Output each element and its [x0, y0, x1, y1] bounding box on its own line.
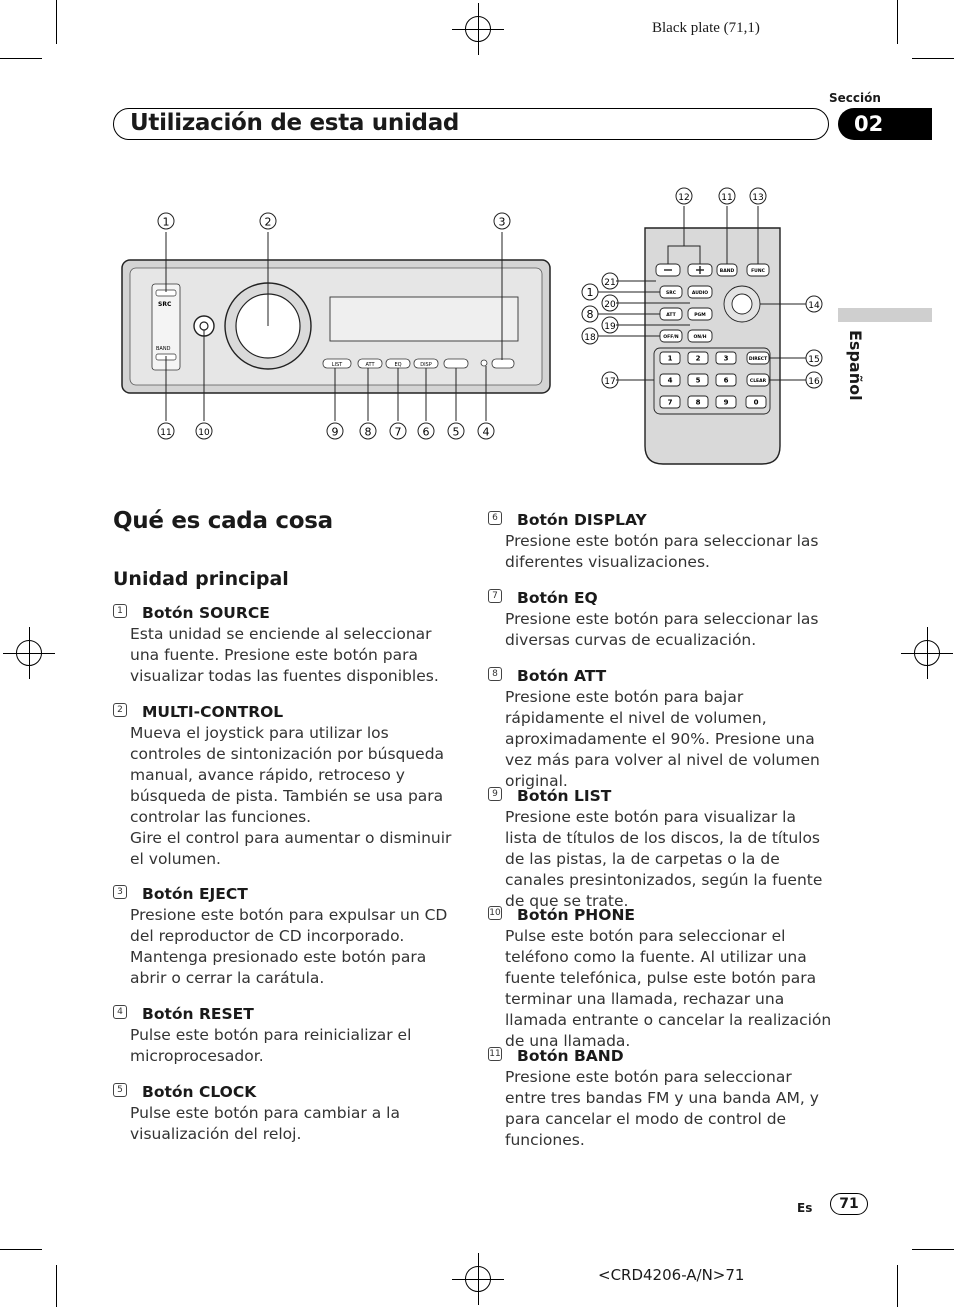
- item-title: Botón EQ: [517, 589, 598, 607]
- item-title: Botón LIST: [517, 787, 612, 805]
- section-subtitle: Unidad principal: [113, 568, 289, 590]
- unit-src-label: SRC: [158, 301, 172, 308]
- remote-key-label: 7: [667, 398, 673, 407]
- callout-number: 12: [678, 193, 690, 203]
- callout-number: 14: [808, 301, 820, 311]
- item-body: Pulse este botón para reinicializar el microprocesador.: [130, 1026, 412, 1065]
- callout-number: 19: [604, 322, 616, 332]
- item-number: 1: [113, 604, 127, 618]
- unit-disp-label: DISP: [420, 362, 432, 368]
- item-body: Presione este botón para expulsar un CD del reproductor de CD incorporado. Mantenga presionado este botón para abrir o cerrar la carátula.: [130, 906, 448, 987]
- crop-mark: [897, 1265, 898, 1307]
- description-item: [113, 884, 458, 989]
- registration-mark: [465, 1266, 491, 1292]
- item-title: Botón EJECT: [142, 885, 248, 903]
- item-number: 9: [488, 787, 502, 801]
- item-number: 10: [489, 908, 501, 918]
- item-body: Presione este botón para seleccionar las diversas curvas de ecualización.: [505, 610, 819, 649]
- callout-number: 3: [498, 215, 506, 229]
- remote-key-label: 3: [723, 354, 729, 363]
- remote-control: [598, 206, 806, 464]
- remote-src-label: SRC: [665, 291, 677, 296]
- item-number: 2: [113, 703, 127, 717]
- item-body: Presione este botón para bajar rápidamente el nivel de volumen, aproximadamente el 90%. Presione una vez más para volver al nivel de volumen original.: [505, 688, 820, 790]
- description-item: [488, 1046, 833, 1151]
- crop-mark: [0, 1249, 42, 1250]
- item-number: 6: [488, 511, 502, 525]
- callout-number: 5: [452, 425, 460, 439]
- callout-number: 11: [721, 193, 733, 203]
- callout-number: 13: [752, 193, 764, 203]
- display-window: [330, 297, 518, 341]
- callout-number: 11: [160, 428, 172, 438]
- description-item: [113, 702, 458, 870]
- item-number: 8: [488, 667, 502, 681]
- crop-mark: [912, 1249, 954, 1250]
- description-item: [488, 588, 833, 651]
- item-title: Botón ATT: [517, 667, 607, 685]
- head-unit: [122, 232, 550, 421]
- crop-mark: [56, 1265, 57, 1307]
- section-title: Utilización de esta unidad: [130, 110, 460, 136]
- description-item: [113, 1004, 458, 1067]
- remote-pgm-label: PGM: [694, 313, 706, 318]
- unit-att-label: ATT: [365, 362, 375, 368]
- remote-band-label: BAND: [719, 269, 735, 274]
- remote-onh-label: ON/H: [693, 335, 707, 340]
- remote-att-label: ATT: [666, 313, 676, 318]
- item-body: Pulse este botón para seleccionar el teléfono como la fuente. Al utilizar una fuente telefónica, pulse este botón para terminar una llamada, rechazar una llamada entrante o cancelar la realización de una llamada.: [505, 927, 832, 1050]
- remote-audio-label: AUDIO: [691, 291, 709, 296]
- document-code: <CRD4206-A/N>71: [598, 1266, 745, 1284]
- callout-number: 8: [586, 308, 594, 321]
- crop-mark: [897, 0, 898, 44]
- remote-key-label: 0: [753, 398, 759, 407]
- item-number: 3: [113, 885, 127, 899]
- callout-number: 1: [162, 215, 170, 229]
- item-number: 5: [113, 1083, 127, 1097]
- language-tab: Español: [846, 330, 865, 401]
- item-number: 11: [489, 1049, 501, 1059]
- item-number: 7: [488, 589, 502, 603]
- page-title: Qué es cada cosa: [113, 508, 333, 534]
- item-title: Botón PHONE: [517, 906, 636, 924]
- callout-number: 4: [482, 425, 490, 439]
- callout-number: 1: [586, 286, 594, 299]
- remote-key-label: 4: [667, 376, 673, 385]
- page-number: 71: [830, 1193, 868, 1215]
- remote-key-label: 8: [695, 398, 701, 407]
- remote-direct-label: DIRECT: [748, 357, 768, 362]
- description-item: [113, 1082, 458, 1145]
- callout-number: 20: [604, 300, 616, 310]
- description-item: [488, 510, 833, 573]
- callout-number: 17: [604, 377, 616, 387]
- crop-mark: [56, 0, 57, 44]
- crop-mark: [0, 58, 42, 59]
- registration-mark: [914, 640, 940, 666]
- registration-mark: [465, 16, 491, 42]
- callout-number: 10: [198, 428, 210, 438]
- device-illustration: [110, 180, 830, 470]
- unit-list-label: LIST: [331, 362, 343, 368]
- remote-key-label: 9: [723, 398, 729, 407]
- remote-offn-label: OFF/N: [663, 335, 679, 340]
- callout-number: 9: [331, 425, 339, 439]
- description-item: [488, 905, 833, 1052]
- item-title: Botón RESET: [142, 1005, 254, 1023]
- callout-number: 6: [422, 425, 430, 439]
- callout-number: 8: [364, 425, 372, 439]
- item-body: Presione este botón para seleccionar las diferentes visualizaciones.: [505, 532, 819, 571]
- crop-mark: [912, 58, 954, 59]
- callout-number: 7: [394, 425, 402, 439]
- remote-key-label: 2: [695, 354, 701, 363]
- footer-language-code: Es: [797, 1201, 813, 1215]
- item-body: Mueva el joystick para utilizar los controles de sintonización por búsqueda manual, avance rápido, retroceso y búsqueda de pista. También se usa para controlar las funciones. Gire el control para aumentar o disminuir el volumen.: [130, 724, 452, 868]
- remote-key-label: 6: [723, 376, 729, 385]
- item-title: Botón BAND: [517, 1047, 624, 1065]
- remote-key-label: 5: [695, 376, 701, 385]
- item-title: Botón SOURCE: [142, 604, 270, 622]
- item-body: Presione este botón para visualizar la lista de títulos de los discos, la de títulos de las pistas, la de carpetas o la de canales presintonizados, según la fuente de que se trate.: [505, 808, 823, 910]
- item-title: Botón CLOCK: [142, 1083, 257, 1101]
- description-item: [113, 603, 458, 687]
- remote-clear-label: CLEAR: [749, 379, 767, 384]
- item-body: Esta unidad se enciende al seleccionar una fuente. Presione este botón para visualizar todas las fuentes disponibles.: [130, 625, 439, 685]
- callout-number: 21: [604, 278, 616, 288]
- unit-eq-label: EQ: [394, 362, 402, 368]
- unit-band-label: BAND: [156, 346, 171, 352]
- item-title: Botón DISPLAY: [517, 511, 647, 529]
- remote-func-label: FUNC: [751, 269, 765, 274]
- callout-number: 18: [584, 333, 596, 343]
- callout-number: 2: [264, 215, 272, 229]
- callout-number: 15: [808, 355, 820, 365]
- description-item: [488, 666, 833, 792]
- registration-mark: [16, 640, 42, 666]
- plate-label: Black plate (71,1): [652, 20, 760, 36]
- description-item: [488, 786, 833, 912]
- callout-number: 16: [808, 377, 820, 387]
- section-label: Sección: [829, 91, 881, 105]
- remote-key-label: 1: [667, 354, 673, 363]
- item-title: MULTI-CONTROL: [142, 703, 284, 721]
- item-body: Presione este botón para seleccionar entre tres bandas FM y una banda AM, y para cancelar el modo de control de funciones.: [505, 1068, 819, 1149]
- language-tab-bar: [838, 308, 932, 322]
- item-body: Pulse este botón para cambiar a la visualización del reloj.: [130, 1104, 400, 1143]
- section-number-tab: 02: [838, 108, 932, 140]
- item-number: 4: [113, 1005, 127, 1019]
